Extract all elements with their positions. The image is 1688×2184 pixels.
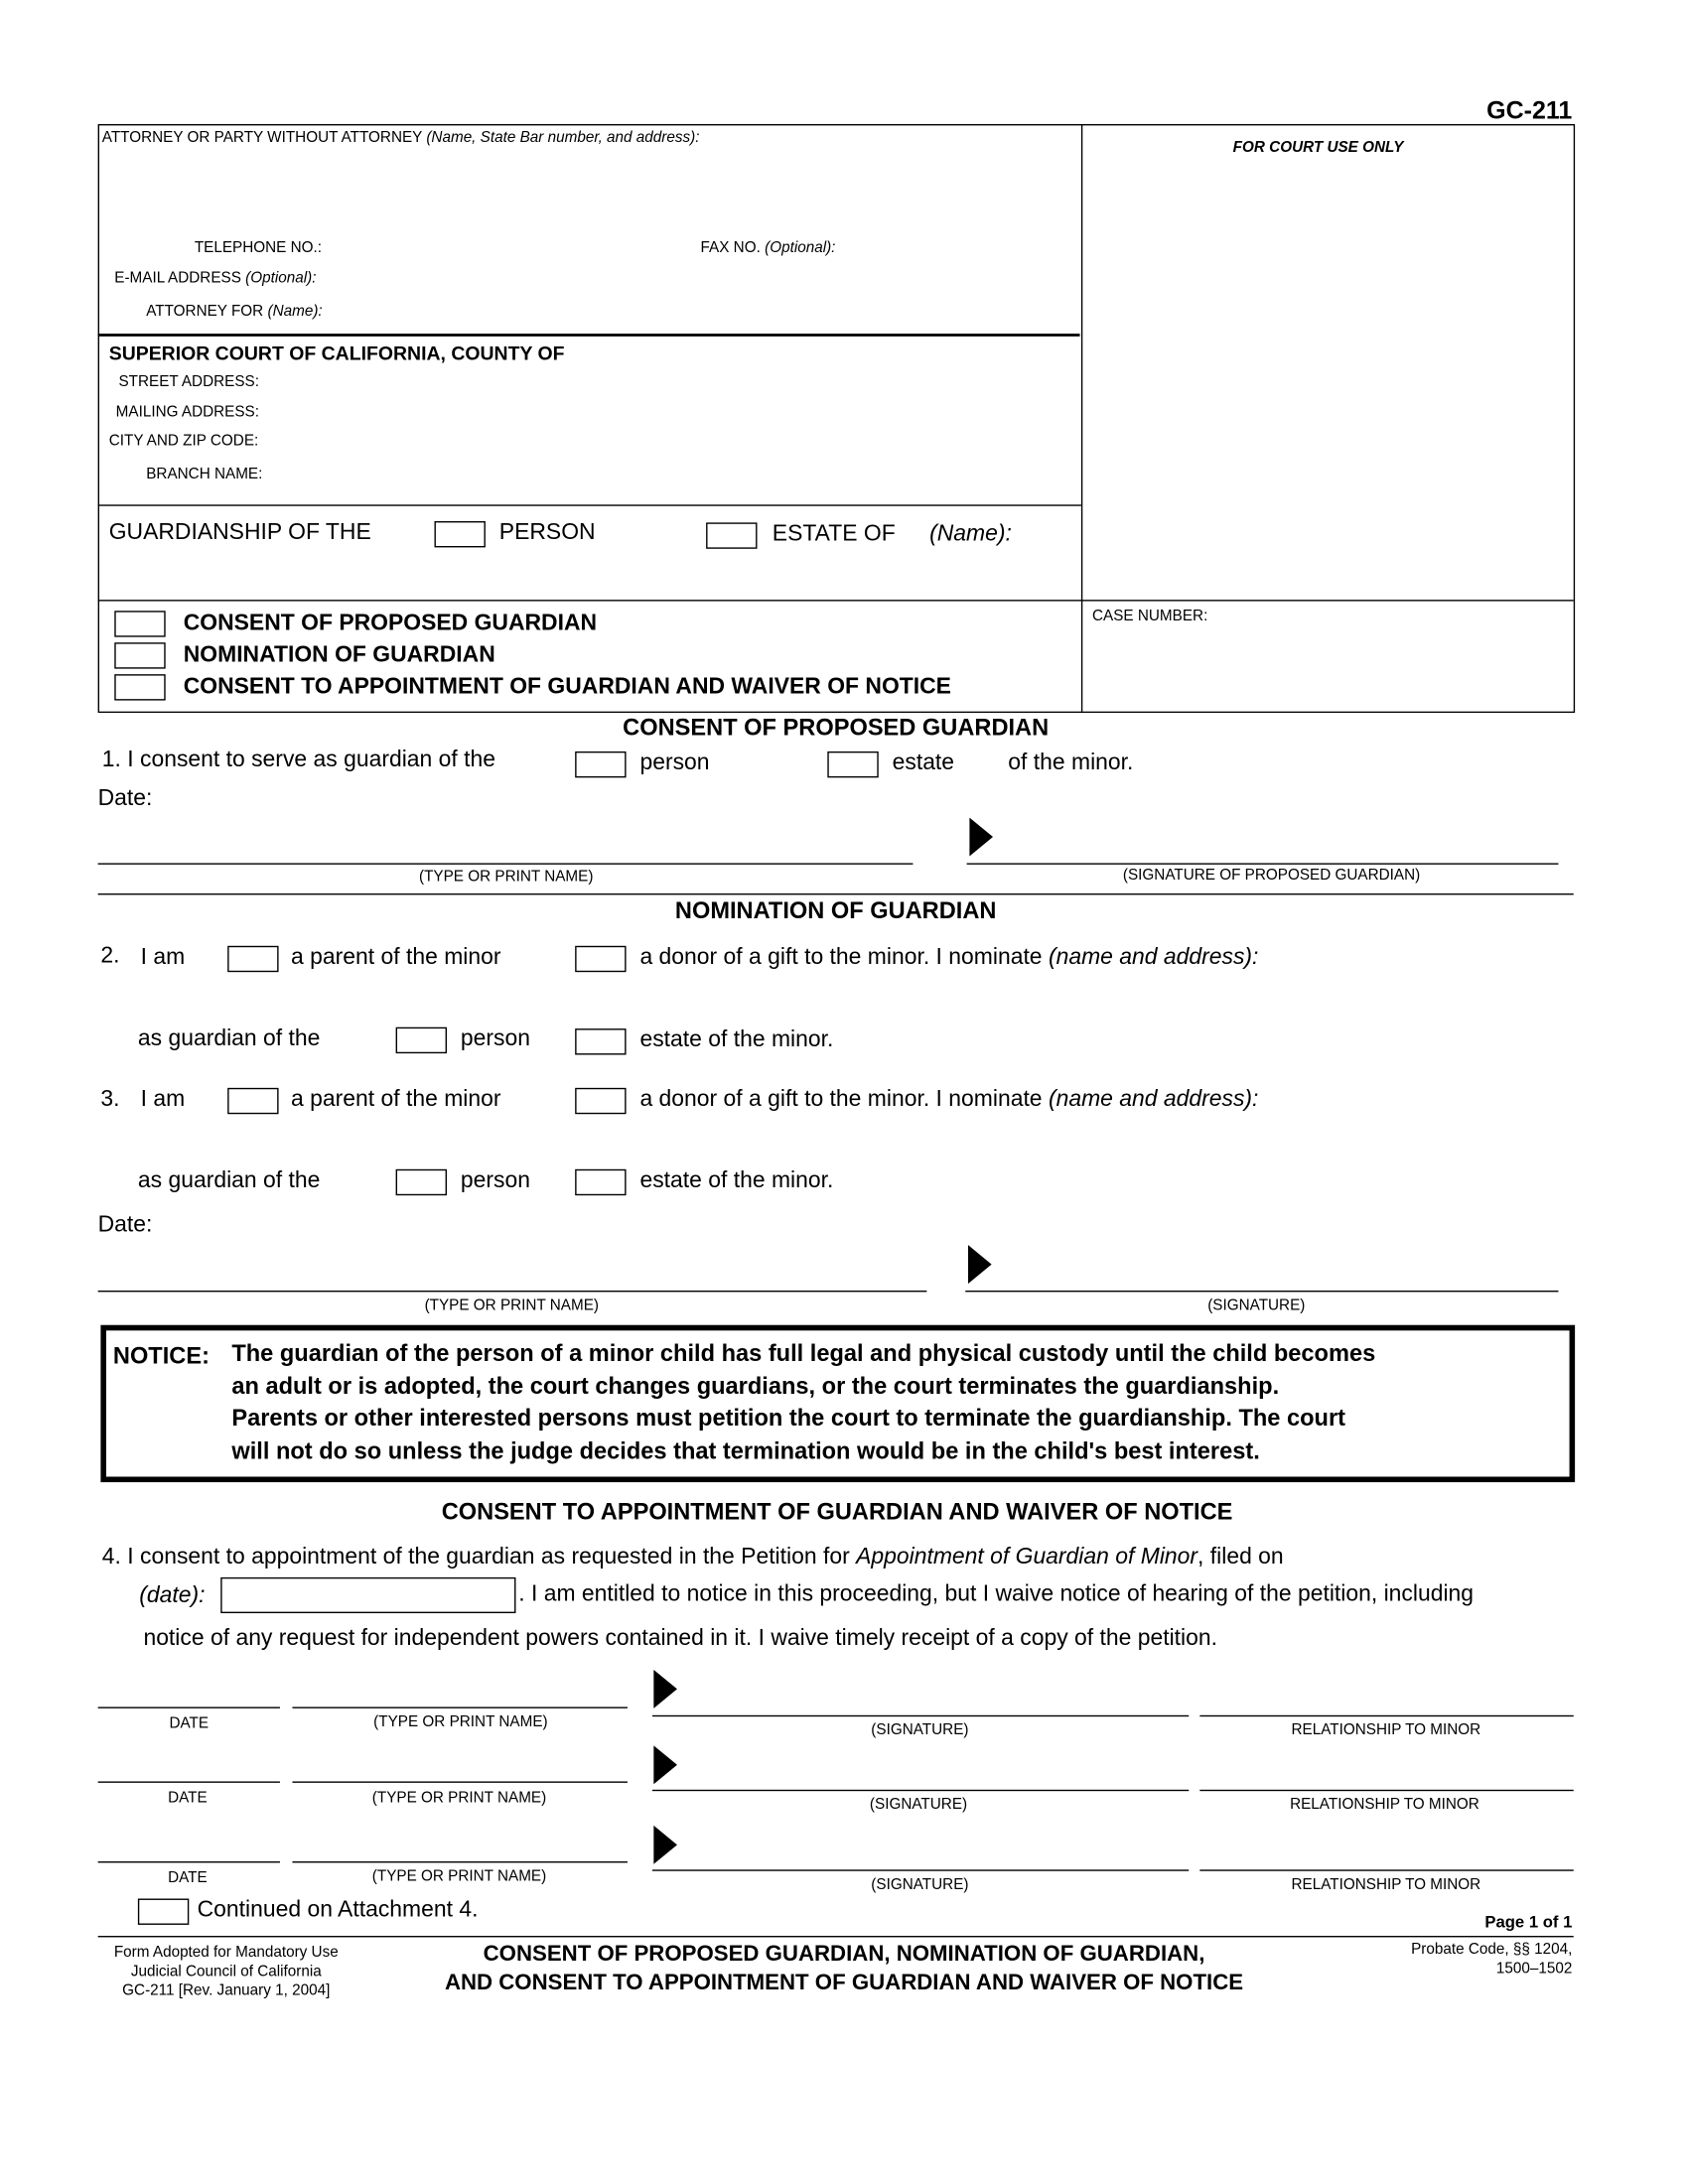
estate-label: ESTATE OF [772, 521, 896, 547]
date-line[interactable] [98, 1781, 280, 1782]
mailing-address-label[interactable]: MAILING ADDRESS: [115, 403, 260, 421]
i-am-label: I am [140, 944, 186, 970]
date-line[interactable] [98, 1706, 280, 1707]
date-caption: DATE [168, 1789, 208, 1807]
option-checkbox[interactable] [114, 611, 165, 636]
parent-label: a parent of the minor [291, 1086, 501, 1112]
estate-checkbox[interactable] [706, 522, 757, 548]
name-caption: (TYPE OR PRINT NAME) [419, 869, 594, 886]
relationship-line[interactable] [1199, 1790, 1573, 1791]
section-title: CONSENT OF PROPOSED GUARDIAN [623, 714, 1050, 741]
court-name: SUPERIOR COURT OF CALIFORNIA, COUNTY OF [108, 341, 565, 364]
divider [98, 504, 1081, 505]
relationship-caption: RELATIONSHIP TO MINOR [1290, 1796, 1479, 1814]
footer-left-line: Form Adopted for Mandatory Use [113, 1944, 339, 1962]
date-label: Date: [97, 1211, 153, 1237]
person-label: person [639, 750, 710, 775]
arrow-icon [653, 1745, 677, 1784]
person-checkbox[interactable] [396, 1027, 447, 1053]
notice-line: will not do so unless the judge decides that termination would be in the child's best interest. [231, 1437, 1260, 1465]
relationship-line[interactable] [1199, 1715, 1573, 1716]
name-line[interactable] [98, 1291, 927, 1292]
divider [98, 334, 1080, 337]
parent-checkbox[interactable] [227, 1088, 278, 1114]
filed-date-input[interactable] [220, 1577, 515, 1613]
person-checkbox[interactable] [396, 1169, 447, 1195]
date-caption: DATE [168, 1869, 208, 1887]
signature-line[interactable] [652, 1715, 1189, 1716]
signature-caption: (SIGNATURE) [869, 1796, 968, 1814]
estate-checkbox[interactable] [575, 1169, 626, 1195]
case-number-label[interactable]: CASE NUMBER: [1092, 608, 1208, 625]
page-number: Page 1 of 1 [1484, 1912, 1573, 1932]
notice-label: NOTICE: [112, 1342, 210, 1370]
signature-line[interactable] [652, 1790, 1189, 1791]
footer-right-line: 1500–1502 [1495, 1961, 1573, 1978]
item-4-line-2: . I am entitled to notice in this proceeding, but I waive notice of hearing of the petition, including [518, 1581, 1475, 1607]
arrow-icon [969, 818, 993, 857]
item-4-text: 4. I consent to appointment of the guardian as requested in the Petition for Appointment of Guardian of Minor, filed on [101, 1544, 1284, 1570]
name-line[interactable] [292, 1706, 628, 1707]
continued-checkbox[interactable] [138, 1899, 189, 1925]
divider [98, 893, 1574, 894]
divider [1081, 124, 1082, 712]
option-label: CONSENT OF PROPOSED GUARDIAN [183, 611, 598, 636]
donor-checkbox[interactable] [575, 1088, 626, 1114]
notice-line: The guardian of the person of a minor child has full legal and physical custody until the child becomes [231, 1340, 1376, 1367]
arrow-icon [968, 1245, 992, 1284]
email-label[interactable]: E-MAIL ADDRESS (Optional): [114, 270, 317, 287]
form-id: GC-211 [1486, 96, 1573, 125]
section-title: CONSENT TO APPOINTMENT OF GUARDIAN AND WAIVER OF NOTICE [441, 1498, 1233, 1526]
guardianship-label: GUARDIANSHIP OF THE [108, 519, 371, 545]
person-label: person [460, 1167, 530, 1193]
item-4-line-3: notice of any request for independent powers contained in it. I waive timely receipt of a copy of the petition. [143, 1625, 1218, 1651]
signature-caption: (SIGNATURE) [871, 1721, 969, 1739]
city-zip-label[interactable]: CITY AND ZIP CODE: [108, 433, 259, 450]
divider [98, 600, 1574, 601]
section-title: NOMINATION OF GUARDIAN [674, 897, 997, 924]
consent-person-checkbox[interactable] [575, 751, 626, 777]
option-checkbox[interactable] [114, 674, 165, 700]
name-caption: (TYPE OR PRINT NAME) [371, 1789, 547, 1807]
name-caption: (TYPE OR PRINT NAME) [424, 1297, 599, 1314]
name-line[interactable] [292, 1861, 628, 1862]
of-minor-label: of the minor. [1008, 750, 1134, 775]
donor-label: a donor of a gift to the minor. I nominate (name and address): [639, 1086, 1259, 1112]
name-line[interactable] [98, 863, 914, 864]
estate-label: estate [892, 750, 955, 775]
estate-label: estate of the minor. [639, 1167, 834, 1193]
street-address-label[interactable]: STREET ADDRESS: [118, 373, 259, 391]
person-label: PERSON [498, 519, 596, 545]
continued-label: Continued on Attachment 4. [197, 1897, 479, 1923]
signature-line[interactable] [965, 1291, 1558, 1292]
arrow-icon [653, 1670, 677, 1708]
court-use-label: FOR COURT USE ONLY [1232, 139, 1404, 156]
estate-checkbox[interactable] [575, 1028, 626, 1054]
person-label: person [460, 1025, 530, 1051]
relationship-caption: RELATIONSHIP TO MINOR [1291, 1721, 1481, 1739]
fax-label[interactable]: FAX NO. (Optional): [700, 239, 836, 257]
option-label: NOMINATION OF GUARDIAN [183, 642, 495, 668]
footer-right-line: Probate Code, §§ 1204, [1411, 1941, 1573, 1959]
parent-label: a parent of the minor [291, 944, 501, 970]
relationship-line[interactable] [1199, 1869, 1573, 1870]
estate-label: estate of the minor. [639, 1026, 834, 1052]
notice-line: Parents or other interested persons must petition the court to terminate the guardianship. The court [231, 1405, 1346, 1432]
name-line[interactable] [292, 1781, 628, 1782]
footer-title-line: AND CONSENT TO APPOINTMENT OF GUARDIAN AND WAIVER OF NOTICE [444, 1972, 1244, 1995]
item-1-text: 1. I consent to serve as guardian of the [101, 747, 495, 772]
arrow-icon [653, 1826, 677, 1864]
signature-caption: (SIGNATURE OF PROPOSED GUARDIAN) [1122, 867, 1421, 885]
date-label: Date: [97, 785, 153, 811]
attorney-for-label[interactable]: ATTORNEY FOR (Name): [146, 303, 323, 321]
donor-checkbox[interactable] [575, 946, 626, 972]
footer-title-line: CONSENT OF PROPOSED GUARDIAN, NOMINATION OF GUARDIAN, [483, 1942, 1205, 1967]
telephone-label[interactable]: TELEPHONE NO.: [194, 239, 323, 257]
attorney-label: ATTORNEY OR PARTY WITHOUT ATTORNEY (Name, State Bar number, and address): [101, 129, 700, 147]
branch-name-label[interactable]: BRANCH NAME: [146, 466, 263, 483]
signature-line[interactable] [967, 863, 1559, 864]
name-hint: (Name): [929, 521, 1012, 547]
parent-checkbox[interactable] [227, 946, 278, 972]
as-guardian-label: as guardian of the [137, 1025, 321, 1051]
footer-left-line: Judicial Council of California [130, 1963, 322, 1980]
donor-label: a donor of a gift to the minor. I nominate (name and address): [639, 944, 1259, 970]
date-caption: DATE [169, 1714, 210, 1732]
relationship-caption: RELATIONSHIP TO MINOR [1291, 1876, 1481, 1893]
person-checkbox[interactable] [435, 521, 486, 547]
name-caption: (TYPE OR PRINT NAME) [373, 1713, 548, 1731]
item-2-number: 2. [100, 943, 120, 969]
option-label: CONSENT TO APPOINTMENT OF GUARDIAN AND WAIVER OF NOTICE [183, 674, 951, 700]
name-caption: (TYPE OR PRINT NAME) [371, 1867, 547, 1885]
consent-estate-checkbox[interactable] [827, 751, 878, 777]
option-checkbox[interactable] [114, 642, 165, 668]
signature-caption: (SIGNATURE) [871, 1876, 969, 1893]
signature-line[interactable] [652, 1869, 1189, 1870]
footer-left-line: GC-211 [Rev. January 1, 2004] [122, 1982, 331, 1999]
divider [98, 1936, 1574, 1937]
notice-line: an adult or is adopted, the court changes guardians, or the court terminates the guardianship. [231, 1373, 1280, 1400]
item-3-number: 3. [100, 1086, 120, 1112]
date-hint: (date): [139, 1582, 206, 1608]
date-line[interactable] [98, 1861, 280, 1862]
signature-caption: (SIGNATURE) [1207, 1297, 1306, 1314]
as-guardian-label: as guardian of the [137, 1167, 321, 1193]
i-am-label: I am [140, 1086, 186, 1112]
